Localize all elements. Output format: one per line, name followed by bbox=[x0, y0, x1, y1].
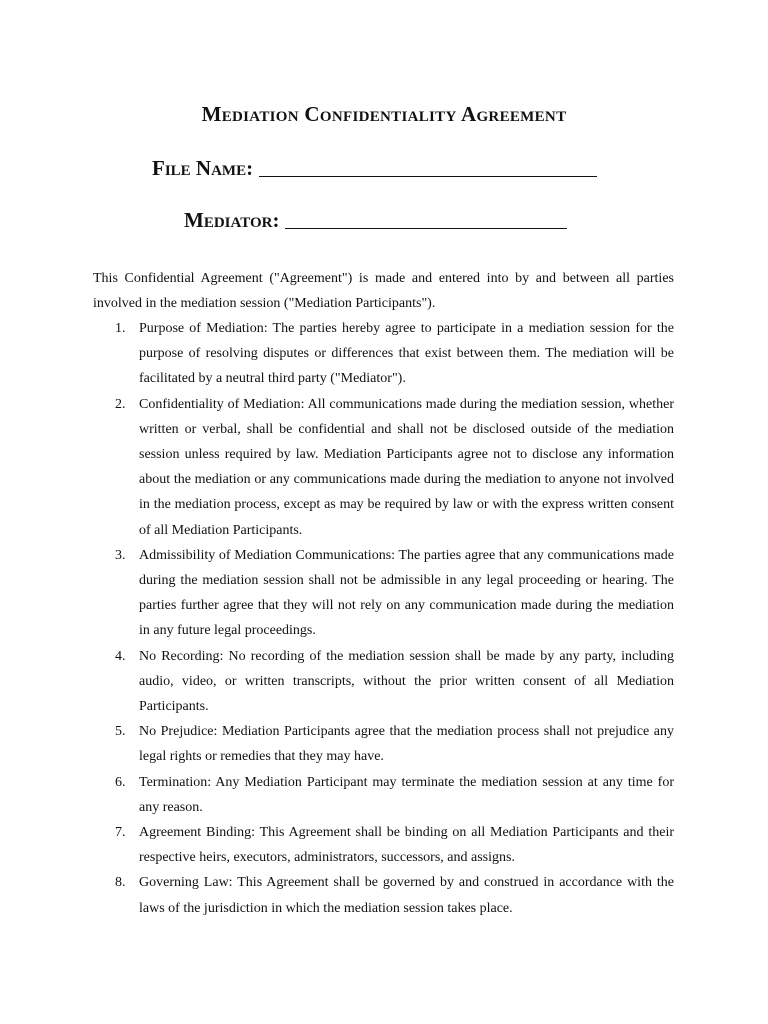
clause-number: 5. bbox=[115, 724, 126, 740]
clause-number: 7. bbox=[115, 825, 126, 841]
clause-number: 1. bbox=[115, 321, 126, 336]
clause-confidentiality bbox=[93, 392, 674, 543]
clause-purpose bbox=[93, 316, 674, 392]
mediator-label: Mediator: bbox=[184, 208, 280, 232]
file-name-field bbox=[152, 156, 597, 181]
clause-text: Agreement Binding: This Agreement shall be binding on all Mediation Participants and their respective heirs, executors, administrators, successors, and assigns. bbox=[139, 825, 674, 866]
clause-text: No Prejudice: Mediation Participants agree that the mediation process shall not prejudice any legal rights or remedies that they may have. bbox=[139, 724, 674, 765]
clause-number: 6. bbox=[115, 774, 126, 790]
clause-governing-law bbox=[93, 870, 674, 920]
clause-text: Admissibility of Mediation Communications: The parties agree that any communications made during the mediation session shall not be admissible in any legal proceeding or hearing. The parties further agree that they will not rely on any communication made during the mediation in any future legal proceedings. bbox=[139, 547, 674, 639]
clause-number: 3. bbox=[115, 547, 126, 563]
file-name-label: File Name: bbox=[152, 156, 254, 180]
intro-paragraph: This Confidential Agreement ("Agreement") is made and entered into by and between all parties involved in the mediation session ("Mediation Participants"). bbox=[93, 271, 674, 312]
clause-agreement-binding bbox=[93, 820, 674, 870]
clause-termination bbox=[93, 770, 674, 820]
clause-number: 4. bbox=[115, 648, 126, 664]
mediator-field bbox=[184, 208, 567, 233]
clause-text: Termination: Any Mediation Participant may terminate the mediation session at any time for any reason. bbox=[139, 774, 674, 815]
document-title: Mediation Confidentiality Agreement bbox=[201, 102, 567, 126]
clause-no-prejudice bbox=[93, 719, 674, 769]
clause-number: 2. bbox=[115, 396, 126, 412]
clause-admissibility bbox=[93, 543, 674, 644]
file-name-blank-line bbox=[259, 156, 597, 177]
clause-text: Governing Law: This Agreement shall be governed by and construed in accordance with the laws of the jurisdiction in which the mediation session takes place. bbox=[139, 875, 674, 916]
mediator-blank-line bbox=[285, 208, 567, 229]
clause-text: Confidentiality of Mediation: All communications made during the mediation session, whether written or verbal, shall be confidential and shall not be disclosed outside of the mediation session unless required by law. Mediation Participants agree not to disclose any information about the mediation or any communications made during the mediation to anyone not involved in the mediation process, except as may be required by law or with the express written consent of all Mediation Participants. bbox=[139, 396, 674, 538]
clause-list bbox=[93, 316, 674, 921]
clause-number: 8. bbox=[115, 875, 126, 891]
clause-no-recording bbox=[93, 644, 674, 720]
clause-text: Purpose of Mediation: The parties hereby agree to participate in a mediation session for the purpose of resolving disputes or differences that exist between them. The mediation will be facilitated by a neutral third party ("Mediator"). bbox=[139, 321, 674, 387]
clause-text: No Recording: No recording of the mediation session shall be made by any party, including audio, video, or written transcripts, without the prior written consent of all Mediation Participants. bbox=[139, 648, 674, 715]
